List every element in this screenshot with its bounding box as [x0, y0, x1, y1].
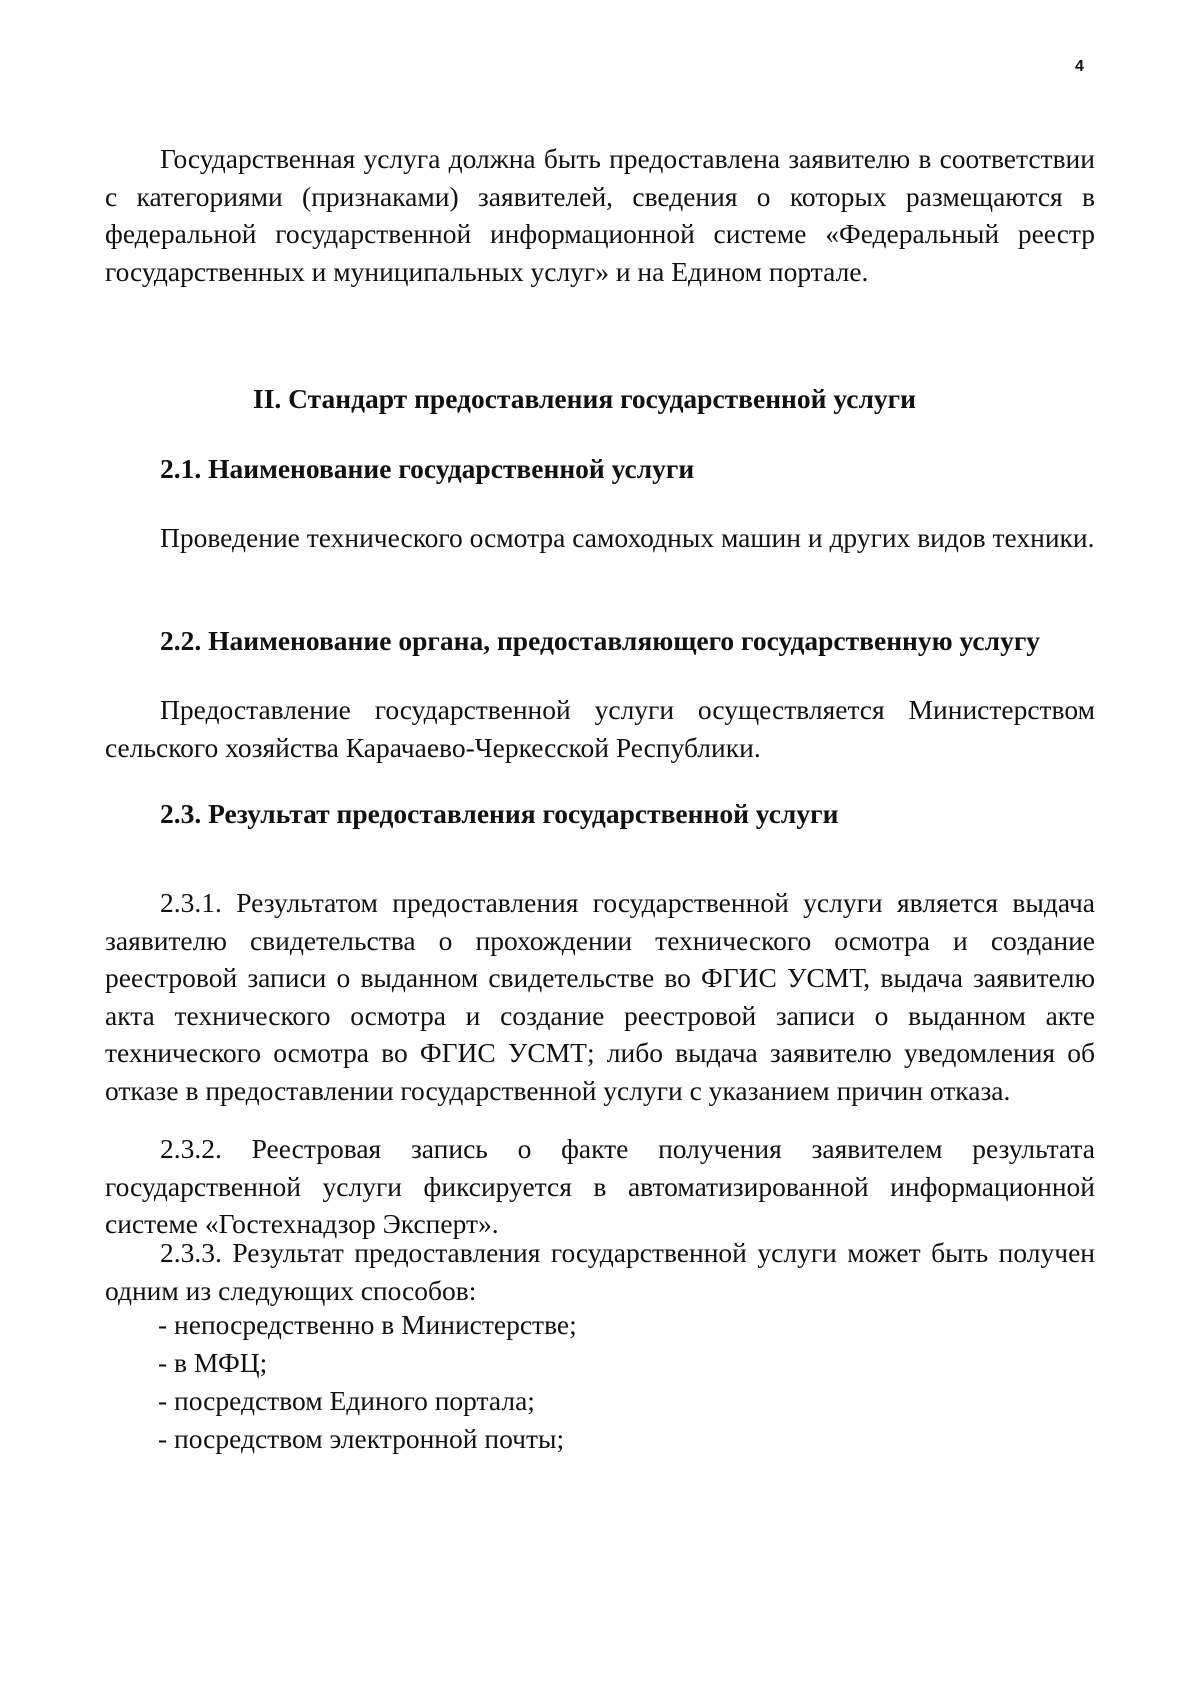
list-item: - посредством Единого портала; — [158, 1385, 535, 1416]
section-title: II. Стандарт предоставления государственной услуги — [253, 383, 916, 414]
list-item: - посредством электронной почты; — [158, 1423, 565, 1454]
subsection-2-3-heading: 2.3. Результат предоставления государственной услуги — [160, 798, 839, 829]
intro-paragraph: Государственная услуга должна быть предоставлена заявителю в соответствии с категориями (признаками) заявителей, сведения о которых размещаются в федеральной государственной информационной системе «Федеральный реестр государственных и муниципальных услуг» и на Едином портале. — [105, 143, 1095, 287]
subsection-2-2-text: Предоставление государственной услуги осуществляется Министерством сельского хозяйства Карачаево-Черкесской Республики. — [105, 694, 1095, 763]
paragraph-2-3-1: 2.3.1. Результатом предоставления государственной услуги является выдача заявителю свидетельства о прохождении технического осмотра и создание реестровой записи о выданном свидетельстве во ФГИС УСМТ, выдача заявителю акта технического осмотра и создание реестровой записи о выданном акте технического осмотра во ФГИС УСМТ; либо выдача заявителю уведомления об отказе в предоставлении государственной услуги с указанием причин отказа. — [105, 887, 1095, 1106]
subsection-2-1-text: Проведение технического осмотра самоходных машин и других видов техники. — [160, 522, 1095, 553]
subsection-2-2-heading: 2.2. Наименование органа, предоставляющего государственную услугу — [160, 625, 1041, 656]
paragraph-2-3-3: 2.3.3. Результат предоставления государственной услуги может быть получен одним из следующих способов: — [105, 1237, 1095, 1306]
paragraph-2-3-2: 2.3.2. Реестровая запись о факте получения заявителем результата государственной услуги фиксируется в автоматизированной информационной системе «Гостехнадзор Эксперт». — [105, 1133, 1095, 1239]
list-item: - непосредственно в Министерстве; — [158, 1309, 577, 1340]
list-item: - в МФЦ; — [158, 1347, 268, 1378]
subsection-2-1-heading: 2.1. Наименование государственной услуги — [160, 453, 695, 484]
page-number: 4 — [1075, 58, 1084, 75]
delivery-methods-list — [158, 1306, 577, 1458]
